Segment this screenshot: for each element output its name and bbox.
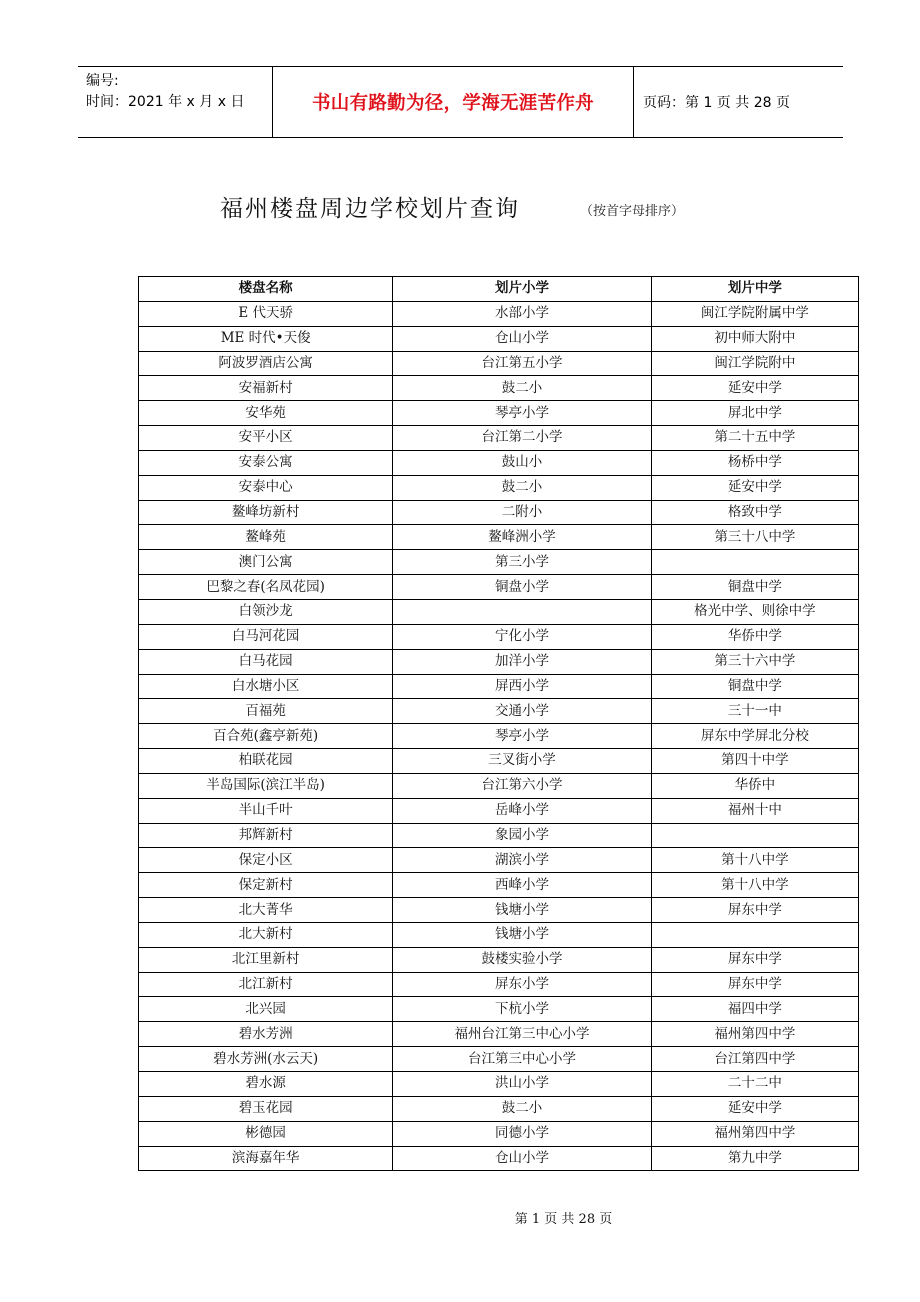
- cell-estate-name: 白领沙龙: [139, 599, 393, 624]
- table-row: [139, 326, 859, 351]
- cell-middle-school: 第九中学: [651, 1146, 858, 1171]
- table-row: [139, 848, 859, 873]
- cell-primary-school: 琴亭小学: [393, 724, 651, 749]
- table-row: [139, 749, 859, 774]
- cell-primary-school: 鼓二小: [393, 1096, 651, 1121]
- table-row: [139, 599, 859, 624]
- cell-estate-name: 滨海嘉年华: [139, 1146, 393, 1171]
- cell-primary-school: 仓山小学: [393, 326, 651, 351]
- cell-middle-school: 第四十中学: [651, 749, 858, 774]
- cell-primary-school: 鼓楼实验小学: [393, 947, 651, 972]
- cell-middle-school: 华侨中学: [651, 624, 858, 649]
- cell-estate-name: 白水塘小区: [139, 674, 393, 699]
- table-row: [139, 997, 859, 1022]
- table-row: [139, 1022, 859, 1047]
- cell-primary-school: 台江第六小学: [393, 773, 651, 798]
- cell-estate-name: ME 时代•天俊: [139, 326, 393, 351]
- cell-primary-school: 洪山小学: [393, 1072, 651, 1097]
- table-row: [139, 475, 859, 500]
- table-row: [139, 798, 859, 823]
- cell-primary-school: 二附小: [393, 500, 651, 525]
- cell-estate-name: 北大菁华: [139, 898, 393, 923]
- table-row: [139, 1072, 859, 1097]
- cell-primary-school: 屏东小学: [393, 972, 651, 997]
- table-row: [139, 724, 859, 749]
- cell-middle-school: 第二十五中学: [651, 426, 858, 451]
- cell-estate-name: 百合苑(鑫亭新苑): [139, 724, 393, 749]
- table-row: [139, 947, 859, 972]
- header-meta-cell: [78, 67, 273, 137]
- cell-primary-school: 第三小学: [393, 550, 651, 575]
- column-header-primary: 划片小学: [393, 277, 651, 302]
- cell-estate-name: 白马花园: [139, 649, 393, 674]
- cell-middle-school: 屏东中学: [651, 898, 858, 923]
- cell-middle-school: 闽江学院附属中学: [651, 301, 858, 326]
- doc-number-label: 编号:: [86, 73, 119, 89]
- footer-page-number: 第 1 页 共 28 页: [514, 1212, 613, 1227]
- column-header-estate: 楼盘名称: [139, 277, 393, 302]
- table-row: [139, 873, 859, 898]
- header-page-cell: [635, 67, 843, 137]
- cell-middle-school: 屏北中学: [651, 401, 858, 426]
- cell-primary-school: 同德小学: [393, 1121, 651, 1146]
- cell-estate-name: 安泰中心: [139, 475, 393, 500]
- cell-primary-school: 鼓二小: [393, 376, 651, 401]
- cell-primary-school: [393, 599, 651, 624]
- cell-primary-school: 屏西小学: [393, 674, 651, 699]
- cell-middle-school: 延安中学: [651, 1096, 858, 1121]
- cell-middle-school: 福四中学: [651, 997, 858, 1022]
- cell-middle-school: 初中师大附中: [651, 326, 858, 351]
- cell-estate-name: 北江里新村: [139, 947, 393, 972]
- table-row: [139, 525, 859, 550]
- cell-primary-school: 钱塘小学: [393, 922, 651, 947]
- table-row: [139, 972, 859, 997]
- cell-primary-school: 象园小学: [393, 823, 651, 848]
- cell-middle-school: 延安中学: [651, 475, 858, 500]
- cell-primary-school: 福州台江第三中心小学: [393, 1022, 651, 1047]
- cell-primary-school: 三叉街小学: [393, 749, 651, 774]
- cell-middle-school: 福州第四中学: [651, 1022, 858, 1047]
- cell-middle-school: 第十八中学: [651, 873, 858, 898]
- cell-middle-school: 铜盘中学: [651, 575, 858, 600]
- header-page-info: 页码：第 1 页 共 28 页: [643, 95, 790, 111]
- table-row: [139, 401, 859, 426]
- cell-middle-school: 台江第四中学: [651, 1047, 858, 1072]
- table-row: [139, 699, 859, 724]
- cell-middle-school: 铜盘中学: [651, 674, 858, 699]
- header-motto: 书山有路勤为径，学海无涯苦作舟: [311, 93, 594, 114]
- table-row: [139, 898, 859, 923]
- cell-primary-school: 鳌峰洲小学: [393, 525, 651, 550]
- table-row: [139, 575, 859, 600]
- table-row: [139, 1047, 859, 1072]
- table-row: [139, 624, 859, 649]
- cell-primary-school: 湖滨小学: [393, 848, 651, 873]
- cell-estate-name: 安平小区: [139, 426, 393, 451]
- cell-estate-name: 北大新村: [139, 922, 393, 947]
- cell-middle-school: 杨桥中学: [651, 450, 858, 475]
- cell-estate-name: 保定新村: [139, 873, 393, 898]
- cell-middle-school: [651, 823, 858, 848]
- page-title: 福州楼盘周边学校划片查询: [220, 196, 520, 222]
- cell-primary-school: 岳峰小学: [393, 798, 651, 823]
- cell-middle-school: 闽江学院附中: [651, 351, 858, 376]
- cell-middle-school: 三十一中: [651, 699, 858, 724]
- cell-middle-school: 屏东中学: [651, 947, 858, 972]
- cell-estate-name: 碧水芳洲: [139, 1022, 393, 1047]
- cell-estate-name: 安华苑: [139, 401, 393, 426]
- cell-middle-school: 福州十中: [651, 798, 858, 823]
- table-row: [139, 351, 859, 376]
- table-row: [139, 649, 859, 674]
- cell-estate-name: 柏联花园: [139, 749, 393, 774]
- cell-primary-school: 交通小学: [393, 699, 651, 724]
- cell-estate-name: 澳门公寓: [139, 550, 393, 575]
- cell-estate-name: 白马河花园: [139, 624, 393, 649]
- table-row: [139, 922, 859, 947]
- cell-estate-name: 碧水芳洲(水云天): [139, 1047, 393, 1072]
- cell-middle-school: 第十八中学: [651, 848, 858, 873]
- cell-estate-name: 百福苑: [139, 699, 393, 724]
- cell-middle-school: 格致中学: [651, 500, 858, 525]
- cell-primary-school: 宁化小学: [393, 624, 651, 649]
- cell-estate-name: 鳌峰坊新村: [139, 500, 393, 525]
- cell-primary-school: 鼓二小: [393, 475, 651, 500]
- document-header: [78, 66, 843, 138]
- cell-primary-school: 鼓山小: [393, 450, 651, 475]
- cell-middle-school: 屏东中学: [651, 972, 858, 997]
- page-subtitle: （按首字母排序）: [580, 204, 685, 219]
- page-footer: [0, 1208, 920, 1227]
- cell-middle-school: 格光中学、则徐中学: [651, 599, 858, 624]
- cell-middle-school: 华侨中: [651, 773, 858, 798]
- table-row: [139, 773, 859, 798]
- header-motto-cell: [273, 67, 634, 137]
- cell-estate-name: 北兴园: [139, 997, 393, 1022]
- cell-estate-name: 阿波罗酒店公寓: [139, 351, 393, 376]
- table-row: [139, 823, 859, 848]
- cell-estate-name: 保定小区: [139, 848, 393, 873]
- table-row: [139, 1146, 859, 1171]
- cell-primary-school: 西峰小学: [393, 873, 651, 898]
- cell-middle-school: 延安中学: [651, 376, 858, 401]
- doc-time-label: 时间：2021 年 x 月 x 日: [86, 94, 245, 110]
- table-row: [139, 450, 859, 475]
- cell-middle-school: 二十二中: [651, 1072, 858, 1097]
- cell-primary-school: 台江第二小学: [393, 426, 651, 451]
- table-header-row: [139, 277, 859, 302]
- cell-estate-name: 碧水源: [139, 1072, 393, 1097]
- cell-primary-school: 仓山小学: [393, 1146, 651, 1171]
- cell-estate-name: 碧玉花园: [139, 1096, 393, 1121]
- cell-estate-name: 安泰公寓: [139, 450, 393, 475]
- cell-middle-school: 第三十八中学: [651, 525, 858, 550]
- cell-primary-school: 水部小学: [393, 301, 651, 326]
- cell-estate-name: 半岛国际(滨江半岛): [139, 773, 393, 798]
- table-row: [139, 376, 859, 401]
- table-row: [139, 550, 859, 575]
- cell-primary-school: 台江第三中心小学: [393, 1047, 651, 1072]
- cell-primary-school: 琴亭小学: [393, 401, 651, 426]
- cell-middle-school: 福州第四中学: [651, 1121, 858, 1146]
- cell-middle-school: [651, 922, 858, 947]
- table-row: [139, 674, 859, 699]
- cell-primary-school: 台江第五小学: [393, 351, 651, 376]
- cell-middle-school: 屏东中学屏北分校: [651, 724, 858, 749]
- cell-estate-name: 巴黎之春(名凤花园): [139, 575, 393, 600]
- cell-middle-school: [651, 550, 858, 575]
- table-row: [139, 426, 859, 451]
- cell-middle-school: 第三十六中学: [651, 649, 858, 674]
- table-row: [139, 1121, 859, 1146]
- cell-estate-name: 彬德园: [139, 1121, 393, 1146]
- cell-estate-name: 鳌峰苑: [139, 525, 393, 550]
- cell-estate-name: 安福新村: [139, 376, 393, 401]
- cell-estate-name: 北江新村: [139, 972, 393, 997]
- table-row: [139, 500, 859, 525]
- cell-estate-name: E 代天骄: [139, 301, 393, 326]
- cell-estate-name: 半山千叶: [139, 798, 393, 823]
- cell-primary-school: 下杭小学: [393, 997, 651, 1022]
- column-header-middle: 划片中学: [651, 277, 858, 302]
- table-row: [139, 1096, 859, 1121]
- cell-primary-school: 铜盘小学: [393, 575, 651, 600]
- cell-primary-school: 加洋小学: [393, 649, 651, 674]
- school-district-table: [138, 276, 859, 1171]
- cell-estate-name: 邦辉新村: [139, 823, 393, 848]
- table-row: [139, 301, 859, 326]
- cell-primary-school: 钱塘小学: [393, 898, 651, 923]
- table-body: [139, 301, 859, 1171]
